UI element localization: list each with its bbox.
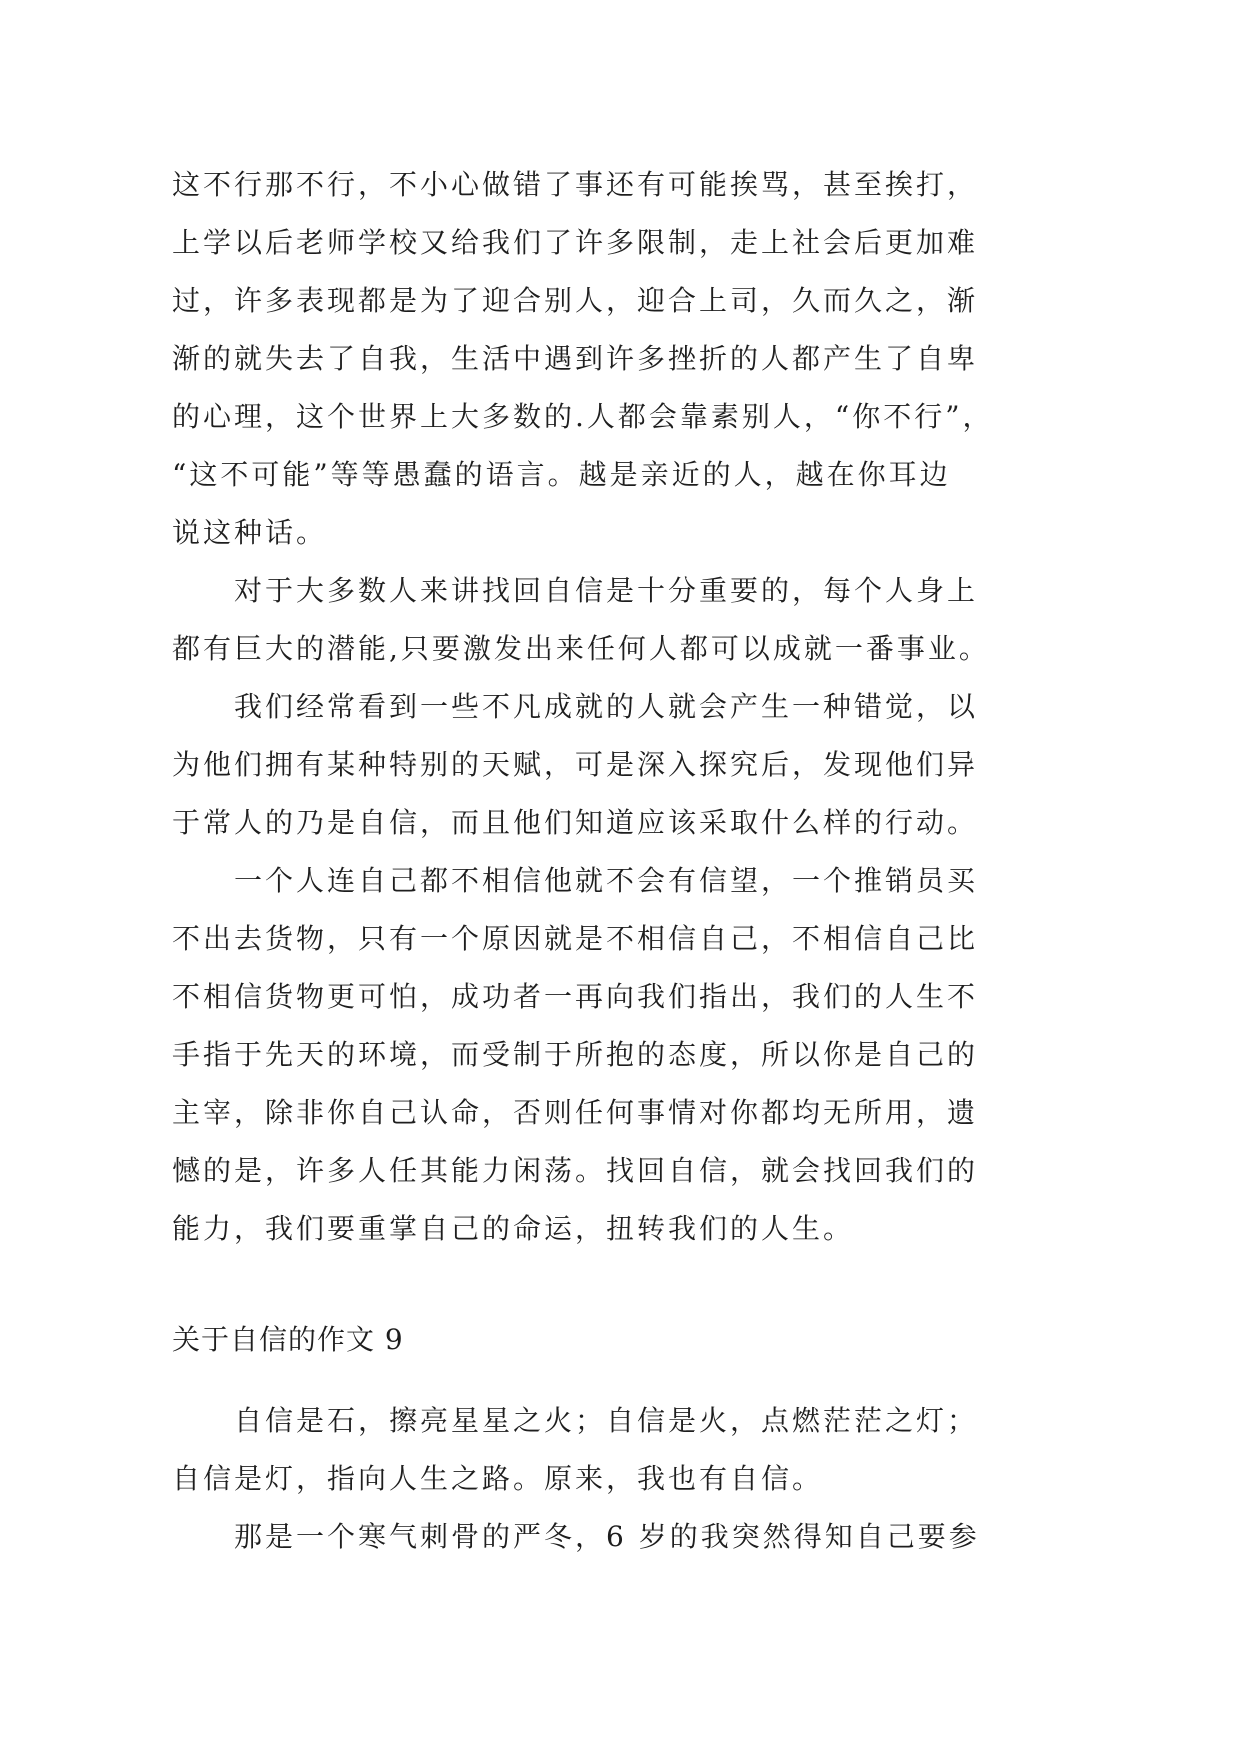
text-line: 渐的就失去了自我，生活中遇到许多挫折的人都产生了自卑: [172, 342, 979, 375]
text-line: 于常人的乃是自信，而且他们知道应该采取什么样的行动。: [172, 806, 979, 839]
paragraph: [172, 562, 1172, 678]
text-line: 能力，我们要重掌自己的命运，扭转我们的人生。: [172, 1212, 855, 1245]
text-line: 自信是灯，指向人生之路。原来，我也有自信。: [172, 1462, 824, 1496]
text-line: 不相信货物更可怕，成功者一再向我们指出，我们的人生不: [172, 980, 979, 1013]
text-line: 自信是石，擦亮星星之火；自信是火，点燃茫茫之灯；: [234, 1404, 979, 1438]
paragraph: [172, 678, 1172, 852]
text-line: 都有巨大的潜能,只要激发出来任何人都可以成就一番事业。: [172, 632, 990, 665]
text-line: 手指于先天的环境，而受制于所抱的态度，所以你是自己的: [172, 1038, 979, 1071]
text-line: 那是一个寒气刺骨的严冬，6 岁的我突然得知自己要参: [234, 1520, 980, 1554]
text-line: 的心理，这个世界上大多数的.人都会靠素别人，“你不行”，: [172, 400, 994, 433]
text-line: 这不行那不行，不小心做错了事还有可能挨骂，甚至挨打，: [172, 168, 979, 201]
text-line: 对于大多数人来讲找回自信是十分重要的，每个人身上: [234, 574, 979, 607]
text-line: 不出去货物，只有一个原因就是不相信自己，不相信自己比: [172, 922, 979, 955]
paragraph: [172, 1508, 1172, 1566]
essay-heading: 关于自信的作文 9: [172, 1323, 404, 1356]
text-line: 为他们拥有某种特别的天赋，可是深入探究后，发现他们异: [172, 748, 979, 781]
text-line: 上学以后老师学校又给我们了许多限制，走上社会后更加难: [172, 226, 979, 259]
paragraph: [172, 156, 1172, 562]
text-line: 我们经常看到一些不凡成就的人就会产生一种错觉，以: [234, 690, 979, 723]
text-line: 主宰，除非你自己认命，否则任何事情对你都均无所用，遗: [172, 1096, 979, 1129]
text-line: 说这种话。: [172, 516, 328, 549]
document-page: [172, 156, 1172, 1566]
paragraph: [172, 852, 1172, 1258]
text-line: 一个人连自己都不相信他就不会有信望，一个推销员买: [234, 864, 979, 897]
text-line: 憾的是，许多人任其能力闲荡。找回自信，就会找回我们的: [172, 1154, 979, 1187]
paragraph: [172, 1392, 1172, 1508]
text-line: 过，许多表现都是为了迎合别人，迎合上司，久而久之，渐: [172, 284, 979, 317]
text-line: “这不可能”等等愚蠢的语言。越是亲近的人，越在你耳边: [172, 458, 951, 491]
